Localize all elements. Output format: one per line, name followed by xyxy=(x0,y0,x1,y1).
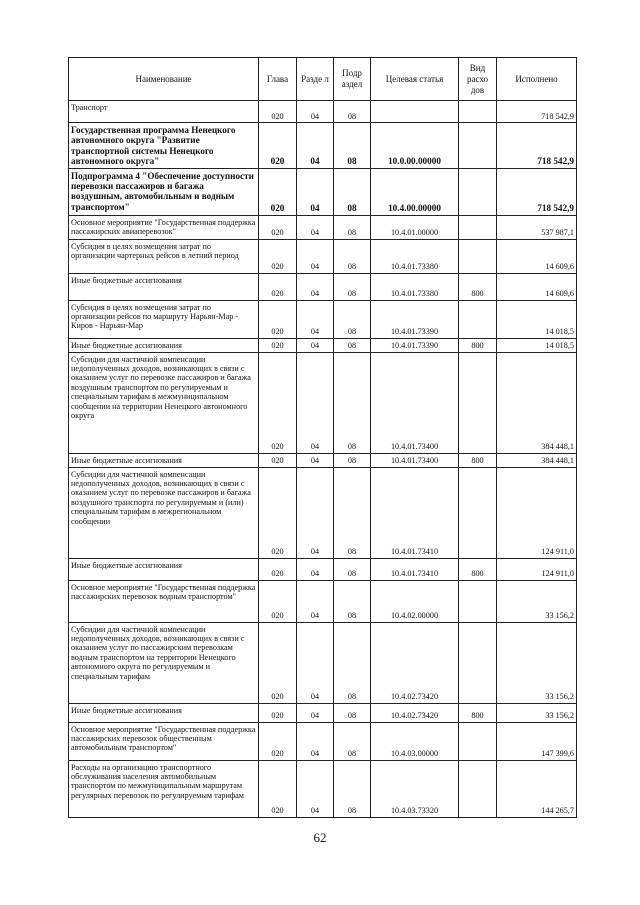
cell-expense-type xyxy=(459,580,497,622)
cell-expense-type xyxy=(459,352,497,453)
cell-chapter: 020 xyxy=(259,453,297,467)
cell-chapter: 020 xyxy=(259,215,297,239)
cell-executed: 718 542,9 xyxy=(497,123,577,169)
cell-subsection: 08 xyxy=(334,352,371,453)
cell-executed: 147 399,6 xyxy=(497,722,577,760)
cell-chapter: 020 xyxy=(259,300,297,338)
cell-section: 04 xyxy=(297,703,334,722)
table-row xyxy=(69,467,577,558)
page-number: 62 xyxy=(313,830,327,845)
cell-executed: 537 987,1 xyxy=(497,215,577,239)
table-row xyxy=(69,722,577,760)
table-body xyxy=(69,101,577,818)
header-executed: Исполнено xyxy=(497,58,577,101)
cell-section: 04 xyxy=(297,338,334,352)
cell-chapter: 020 xyxy=(259,760,297,817)
cell-chapter: 020 xyxy=(259,273,297,300)
table-row xyxy=(69,352,577,453)
header-chapter: Глава xyxy=(259,58,297,101)
cell-chapter: 020 xyxy=(259,722,297,760)
cell-name: Основное мероприятие "Государственная поддержка пассажирских авиаперевозок" xyxy=(69,215,259,239)
cell-subsection: 08 xyxy=(334,168,371,215)
cell-name: Иные бюджетные ассигнования xyxy=(69,273,259,300)
cell-expense-type xyxy=(459,467,497,558)
cell-name: Субсидии для частичной компенсации недополученных доходов, возникающих в связи с оказанием услуг по перевозке пассажиров и багажа воздушного транспорта по регулируемым и (или) специальным тарифам в межрегиональном сообщении xyxy=(69,467,259,558)
cell-expense-type xyxy=(459,168,497,215)
table-row xyxy=(69,580,577,622)
cell-subsection: 08 xyxy=(334,467,371,558)
cell-section: 04 xyxy=(297,168,334,215)
cell-executed: 718 542,9 xyxy=(497,101,577,123)
cell-target: 10.4.02.00000 xyxy=(371,580,459,622)
cell-name: Иные бюджетные ассигнования xyxy=(69,558,259,580)
cell-executed: 14 018,5 xyxy=(497,300,577,338)
cell-expense-type xyxy=(459,300,497,338)
cell-expense-type xyxy=(459,239,497,273)
cell-name: Субсидия в целях возмещения затрат по организации чартерных рейсов в летний период xyxy=(69,239,259,273)
table-row xyxy=(69,123,577,169)
header-name: Наименование xyxy=(69,58,259,101)
cell-name: Субсидия в целях возмещения затрат по организации рейсов по маршруту Нарьян-Мар - Киров - Нарьян-Мар xyxy=(69,300,259,338)
cell-name: Основное мероприятие "Государственная поддержка пассажирских перевозок водным транспортом" xyxy=(69,580,259,622)
cell-executed: 14 609,6 xyxy=(497,273,577,300)
cell-target: 10.4.01.73380 xyxy=(371,273,459,300)
cell-name: Иные бюджетные ассигнования xyxy=(69,338,259,352)
table-row xyxy=(69,453,577,467)
cell-subsection: 08 xyxy=(334,703,371,722)
cell-section: 04 xyxy=(297,123,334,169)
cell-executed: 33 156,2 xyxy=(497,580,577,622)
header-expense-type: Вид расхо дов xyxy=(459,58,497,101)
cell-target: 10.4.01.73400 xyxy=(371,352,459,453)
cell-chapter: 020 xyxy=(259,239,297,273)
cell-target: 10.4.01.73390 xyxy=(371,338,459,352)
cell-name: Основное мероприятие "Государственная поддержка пассажирских перевозок общественным автомобильным транспортом" xyxy=(69,722,259,760)
header-target: Целевая статья xyxy=(371,58,459,101)
cell-subsection: 08 xyxy=(334,722,371,760)
cell-expense-type: 800 xyxy=(459,338,497,352)
cell-section: 04 xyxy=(297,239,334,273)
cell-name: Субсидии для частичной компенсации недополученных доходов, возникающих в связи с оказанием услуг по пассажирским перевозкам водным транспортом на территории Ненецкого автономного округа по регулируемым и специальным тарифам xyxy=(69,622,259,703)
cell-expense-type xyxy=(459,722,497,760)
cell-subsection: 08 xyxy=(334,338,371,352)
cell-name: Транспорт xyxy=(69,101,259,123)
cell-expense-type xyxy=(459,622,497,703)
cell-expense-type: 800 xyxy=(459,273,497,300)
cell-section: 04 xyxy=(297,453,334,467)
cell-chapter: 020 xyxy=(259,338,297,352)
cell-chapter: 020 xyxy=(259,558,297,580)
cell-subsection: 08 xyxy=(334,215,371,239)
cell-name: Иные бюджетные ассигнования xyxy=(69,703,259,722)
cell-target: 10.4.03.00000 xyxy=(371,722,459,760)
cell-target: 10.4.02.73420 xyxy=(371,703,459,722)
cell-subsection: 08 xyxy=(334,622,371,703)
cell-target: 10.4.01.73380 xyxy=(371,239,459,273)
cell-section: 04 xyxy=(297,215,334,239)
cell-target: 10.4.01.73410 xyxy=(371,467,459,558)
table-row xyxy=(69,703,577,722)
table-row xyxy=(69,101,577,123)
cell-target: 10.0.00.00000 xyxy=(371,123,459,169)
cell-section: 04 xyxy=(297,352,334,453)
cell-section: 04 xyxy=(297,558,334,580)
cell-chapter: 020 xyxy=(259,101,297,123)
cell-section: 04 xyxy=(297,580,334,622)
header-section: Разде л xyxy=(297,58,334,101)
cell-section: 04 xyxy=(297,622,334,703)
cell-chapter: 020 xyxy=(259,703,297,722)
budget-table-container xyxy=(68,57,576,818)
cell-name: Государственная программа Ненецкого автономного округа "Развитие транспортной системы Ненецкого автономного округа" xyxy=(69,123,259,169)
cell-section: 04 xyxy=(297,722,334,760)
cell-expense-type xyxy=(459,215,497,239)
cell-chapter: 020 xyxy=(259,123,297,169)
cell-executed: 14 609,6 xyxy=(497,239,577,273)
cell-target: 10.4.03.73320 xyxy=(371,760,459,817)
cell-executed: 144 265,7 xyxy=(497,760,577,817)
table-row xyxy=(69,215,577,239)
cell-expense-type: 800 xyxy=(459,558,497,580)
cell-section: 04 xyxy=(297,467,334,558)
cell-name: Расходы на организацию транспортного обслуживания населения автомобильным транспортом по межмуниципальным маршрутам регулярных перевозок по регулируемым тарифам xyxy=(69,760,259,817)
cell-target xyxy=(371,101,459,123)
cell-expense-type: 800 xyxy=(459,703,497,722)
table-row xyxy=(69,338,577,352)
cell-chapter: 020 xyxy=(259,580,297,622)
cell-expense-type: 800 xyxy=(459,453,497,467)
cell-subsection: 08 xyxy=(334,273,371,300)
cell-expense-type xyxy=(459,101,497,123)
cell-section: 04 xyxy=(297,273,334,300)
table-header-row xyxy=(69,58,577,101)
cell-chapter: 020 xyxy=(259,352,297,453)
table-row xyxy=(69,760,577,817)
cell-target: 10.4.01.73390 xyxy=(371,300,459,338)
cell-name: Подпрограмма 4 "Обеспечение доступности перевозки пассажиров и багажа воздушным, автомобильным и водным транспортом" xyxy=(69,168,259,215)
budget-table xyxy=(68,57,577,818)
table-row xyxy=(69,558,577,580)
cell-subsection: 08 xyxy=(334,453,371,467)
header-subsection: Подр аздел xyxy=(334,58,371,101)
cell-expense-type xyxy=(459,760,497,817)
cell-executed: 718 542,9 xyxy=(497,168,577,215)
table-row xyxy=(69,300,577,338)
cell-executed: 124 911,0 xyxy=(497,558,577,580)
cell-section: 04 xyxy=(297,300,334,338)
cell-chapter: 020 xyxy=(259,168,297,215)
cell-chapter: 020 xyxy=(259,622,297,703)
cell-subsection: 08 xyxy=(334,123,371,169)
cell-subsection: 08 xyxy=(334,760,371,817)
cell-executed: 384 448,1 xyxy=(497,453,577,467)
cell-target: 10.4.01.73400 xyxy=(371,453,459,467)
cell-section: 04 xyxy=(297,101,334,123)
cell-section: 04 xyxy=(297,760,334,817)
table-row xyxy=(69,273,577,300)
cell-subsection: 08 xyxy=(334,300,371,338)
table-row xyxy=(69,168,577,215)
cell-subsection: 08 xyxy=(334,101,371,123)
cell-target: 10.4.02.73420 xyxy=(371,622,459,703)
cell-subsection: 08 xyxy=(334,558,371,580)
cell-executed: 33 156,2 xyxy=(497,622,577,703)
cell-chapter: 020 xyxy=(259,467,297,558)
table-row xyxy=(69,622,577,703)
cell-target: 10.4.01.00000 xyxy=(371,215,459,239)
table-row xyxy=(69,239,577,273)
cell-name: Иные бюджетные ассигнования xyxy=(69,453,259,467)
cell-executed: 33 156,2 xyxy=(497,703,577,722)
cell-subsection: 08 xyxy=(334,580,371,622)
cell-executed: 14 018,5 xyxy=(497,338,577,352)
cell-subsection: 08 xyxy=(334,239,371,273)
cell-target: 10.4.00.00000 xyxy=(371,168,459,215)
cell-executed: 124 911,0 xyxy=(497,467,577,558)
cell-target: 10.4.01.73410 xyxy=(371,558,459,580)
cell-expense-type xyxy=(459,123,497,169)
cell-name: Субсидии для частичной компенсации недополученных доходов, возникающих в связи с оказанием услуг по перевозке пассажиров и багажа воздушным транспортом по регулируемым и специальным тарифам в межмуниципальном сообщении на территории Ненецкого автономного округа xyxy=(69,352,259,453)
cell-executed: 384 448,1 xyxy=(497,352,577,453)
